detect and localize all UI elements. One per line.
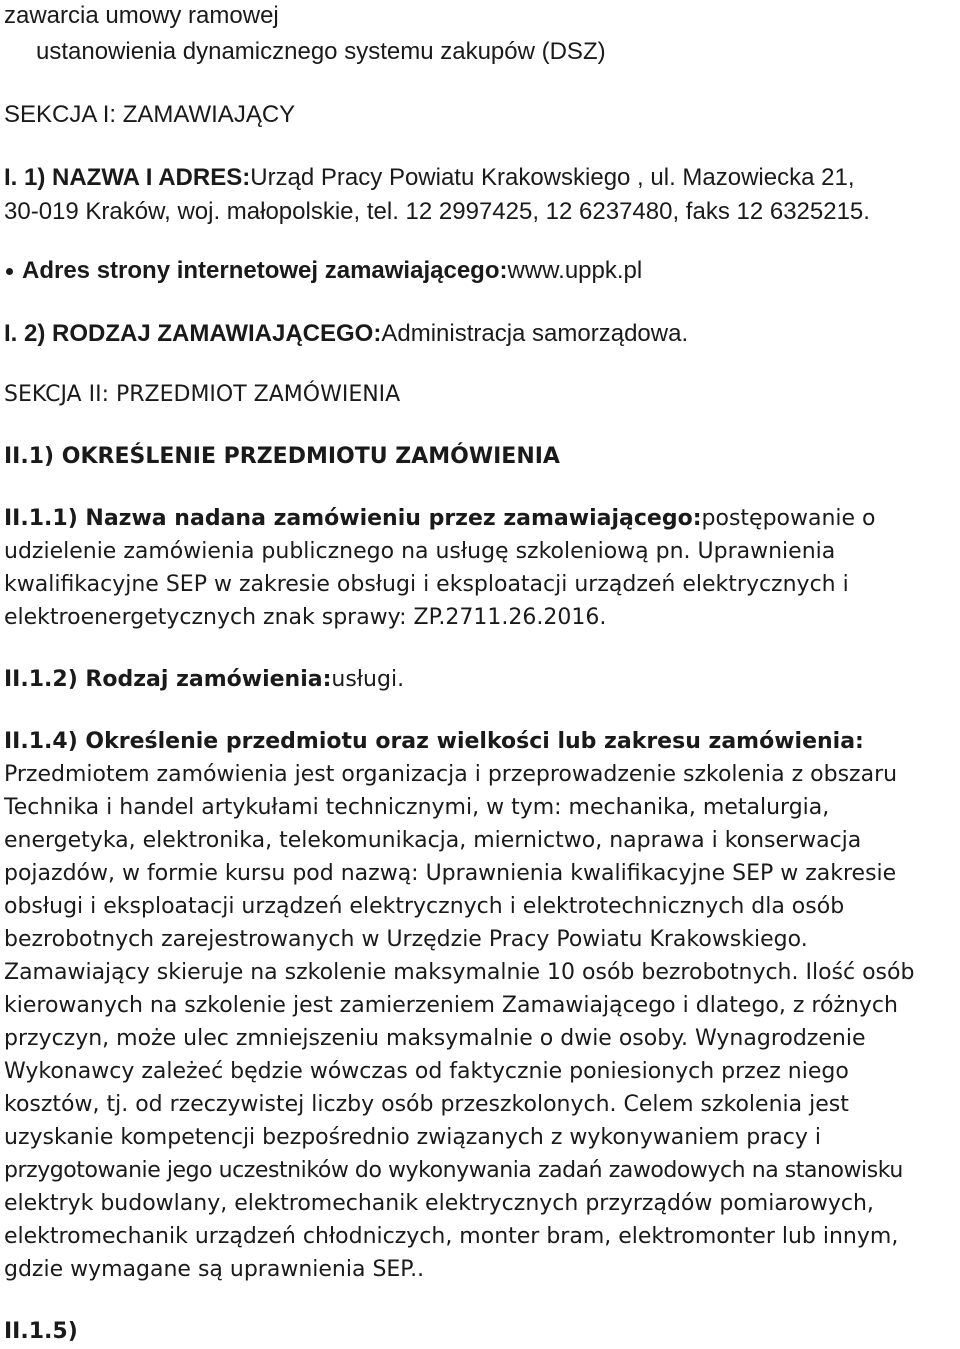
description-line: uzyskanie kompetencji bezpośrednio związanych z wykonywaniem pracy i <box>4 1125 821 1150</box>
description-line: pojazdów, w formie kursu pod nazwą: Uprawnienia kwalifikacyjne SEP w zakresie <box>4 861 897 886</box>
description-line: kosztów, tj. od rzeczywistej liczby osób przeszkolonych. Celem szkolenia jest <box>4 1092 849 1117</box>
header-line-2: ustanowienia dynamicznego systemu zakupów (DSZ) <box>36 38 606 65</box>
website-line <box>22 259 642 283</box>
contracting-type-label: I. 2) RODZAJ ZAMAWIAJĄCEGO: <box>4 320 382 347</box>
next-section-label: II.1.5) <box>4 1319 78 1344</box>
description-line: gdzie wymagane są uprawnienia SEP.. <box>4 1257 425 1282</box>
header-line-1: zawarcia umowy ramowej <box>4 2 279 29</box>
order-name-line-4: elektroenergetycznych znak sprawy: ZP.2711.26.2016. <box>4 605 607 630</box>
description-line: Wykonawcy zależeć będzie wówczas od faktycznie poniesionych przez niego <box>4 1059 849 1084</box>
section-1-title: SEKCJA I: ZAMAWIAJĄCY <box>4 101 296 128</box>
section-2-title: SEKCJA II: PRZEDMIOT ZAMÓWIENIA <box>4 382 401 407</box>
order-kind-value: usługi. <box>331 667 405 692</box>
order-description-label: II.1.4) Określenie przedmiotu oraz wielkości lub zakresu zamówienia: <box>4 729 864 754</box>
description-line: obsługi i eksploatacji urządzeń elektrycznych i elektrotechnicznych dla osób <box>4 894 845 919</box>
description-line: Przedmiotem zamówienia jest organizacja i przeprowadzenie szkolenia z obszaru <box>4 762 898 787</box>
description-line: energetyka, elektronika, telekomunikacja, miernictwo, naprawa i konserwacja <box>4 828 862 853</box>
description-line: przyczyn, może ulec zmniejszeniu maksymalnie o dwie osoby. Wynagrodzenie <box>4 1026 866 1051</box>
order-kind-label: II.1.2) Rodzaj zamówienia: <box>4 667 332 692</box>
name-address-line-2: 30-019 Kraków, woj. małopolskie, tel. 12 2997425, 12 6237480, faks 12 6325215. <box>4 198 870 225</box>
description-line: bezrobotnych zarejestrowanych w Urzędzie Pracy Powiatu Krakowskiego. <box>4 927 808 952</box>
description-line: kierowanych na szkolenie jest zamierzeniem Zamawiającego i dlatego, z różnych <box>4 993 898 1018</box>
bullet-icon <box>6 268 13 275</box>
description-line: elektromechanik urządzeń chłodniczych, monter bram, elektromonter lub innym, <box>4 1224 899 1249</box>
name-address-line <box>4 166 855 190</box>
contracting-type-value: Administracja samorządowa. <box>381 320 689 347</box>
website-link[interactable]: www.uppk.pl <box>507 257 643 284</box>
order-kind-line <box>4 669 404 691</box>
description-line: przygotowanie jego uczestników do wykonywania zadań zawodowych na stanowisku <box>4 1158 903 1183</box>
name-address-value: Urząd Pracy Powiatu Krakowskiego , ul. Mazowiecka 21, <box>250 164 855 191</box>
website-label: Adres strony internetowej zamawiającego: <box>22 257 508 284</box>
order-name-line-2: udzielenie zamówienia publicznego na usługę szkoleniową pn. Uprawnienia <box>4 539 836 564</box>
subject-heading: II.1) OKREŚLENIE PRZEDMIOTU ZAMÓWIENIA <box>4 444 560 469</box>
description-line: Technika i handel artykułami technicznymi, w tym: mechanika, metalurgia, <box>4 795 830 820</box>
description-line: Zamawiający skieruje na szkolenie maksymalnie 10 osób bezrobotnych. Ilość osób <box>4 960 915 985</box>
name-address-label: I. 1) NAZWA I ADRES: <box>4 164 251 191</box>
order-name-label: II.1.1) Nazwa nadana zamówieniu przez zamawiającego: <box>4 506 702 531</box>
description-line: elektryk budowlany, elektromechanik elektrycznych przyrządów pomiarowych, <box>4 1191 874 1216</box>
order-name-line-1 <box>4 508 876 530</box>
contracting-type-line <box>4 322 688 346</box>
order-name-line-3: kwalifikacyjne SEP w zakresie obsługi i eksploatacji urządzeń elektrycznych i <box>4 572 849 597</box>
order-name-value: postępowanie o <box>701 506 876 531</box>
